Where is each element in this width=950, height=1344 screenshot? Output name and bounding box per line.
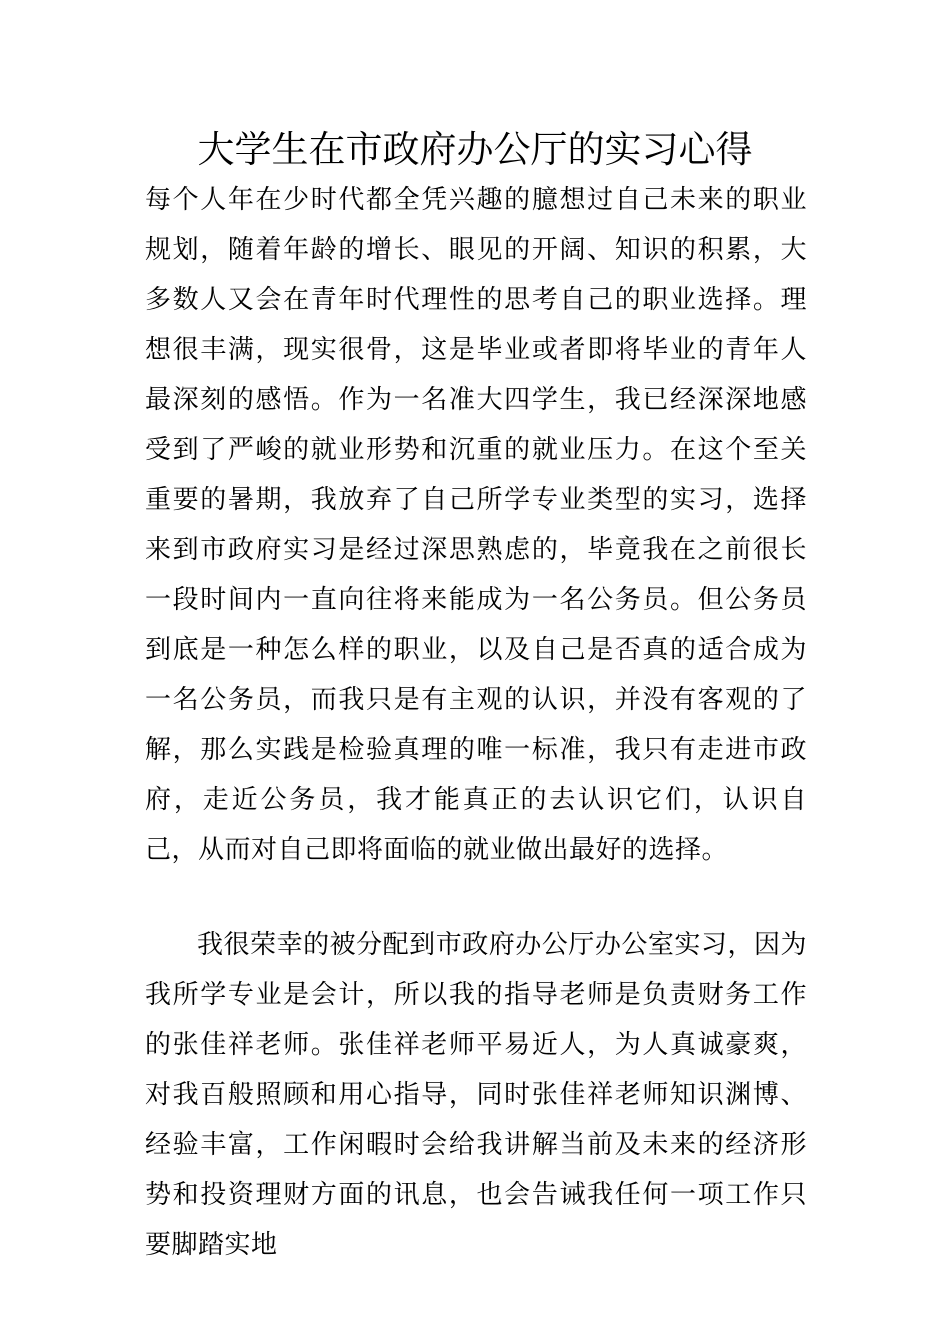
paragraph-1	[145, 175, 807, 875]
paragraph-2	[145, 920, 807, 1270]
document-title: 大学生在市政府办公厅的实习心得	[197, 128, 753, 171]
paragraph-text: 每个人年在少时代都全凭兴趣的臆想过自己未来的职业规划，随着年龄的增长、眼见的开阔、知识的积累，大多数人又会在青年时代理性的思考自己的职业选择。理想很丰满，现实很骨，这是毕业或者即将毕业的青年人最深刻的感悟。作为一名准大四学生，我已经深深地感受到了严峻的就业形势和沉重的就业压力。在这个至关重要的暑期，我放弃了自己所学专业类型的实习，选择来到市政府实习是经过深思熟虑的，毕竟我在之前很长一段时间内一直向往将来能成为一名公务员。但公务员到底是一种怎么样的职业，以及自己是否真的适合成为一名公务员，而我只是有主观的认识，并没有客观的了解，那么实践是检验真理的唯一标准，我只有走进市政府，走近公务员，我才能真正的去认识它们，认识自己，从而对自己即将面临的就业做出最好的选择。	[145, 185, 807, 865]
paragraph-text: 我很荣幸的被分配到市政府办公厅办公室实习，因为我所学专业是会计，所以我的指导老师是负责财务工作的张佳祥老师。张佳祥老师平易近人，为人真诚豪爽，对我百般照顾和用心指导，同时张佳祥老师知识渊博、经验丰富，工作闲暇时会给我讲解当前及未来的经济形势和投资理财方面的讯息，也会告诫我任何一项工作只要脚踏实地	[145, 930, 807, 1260]
